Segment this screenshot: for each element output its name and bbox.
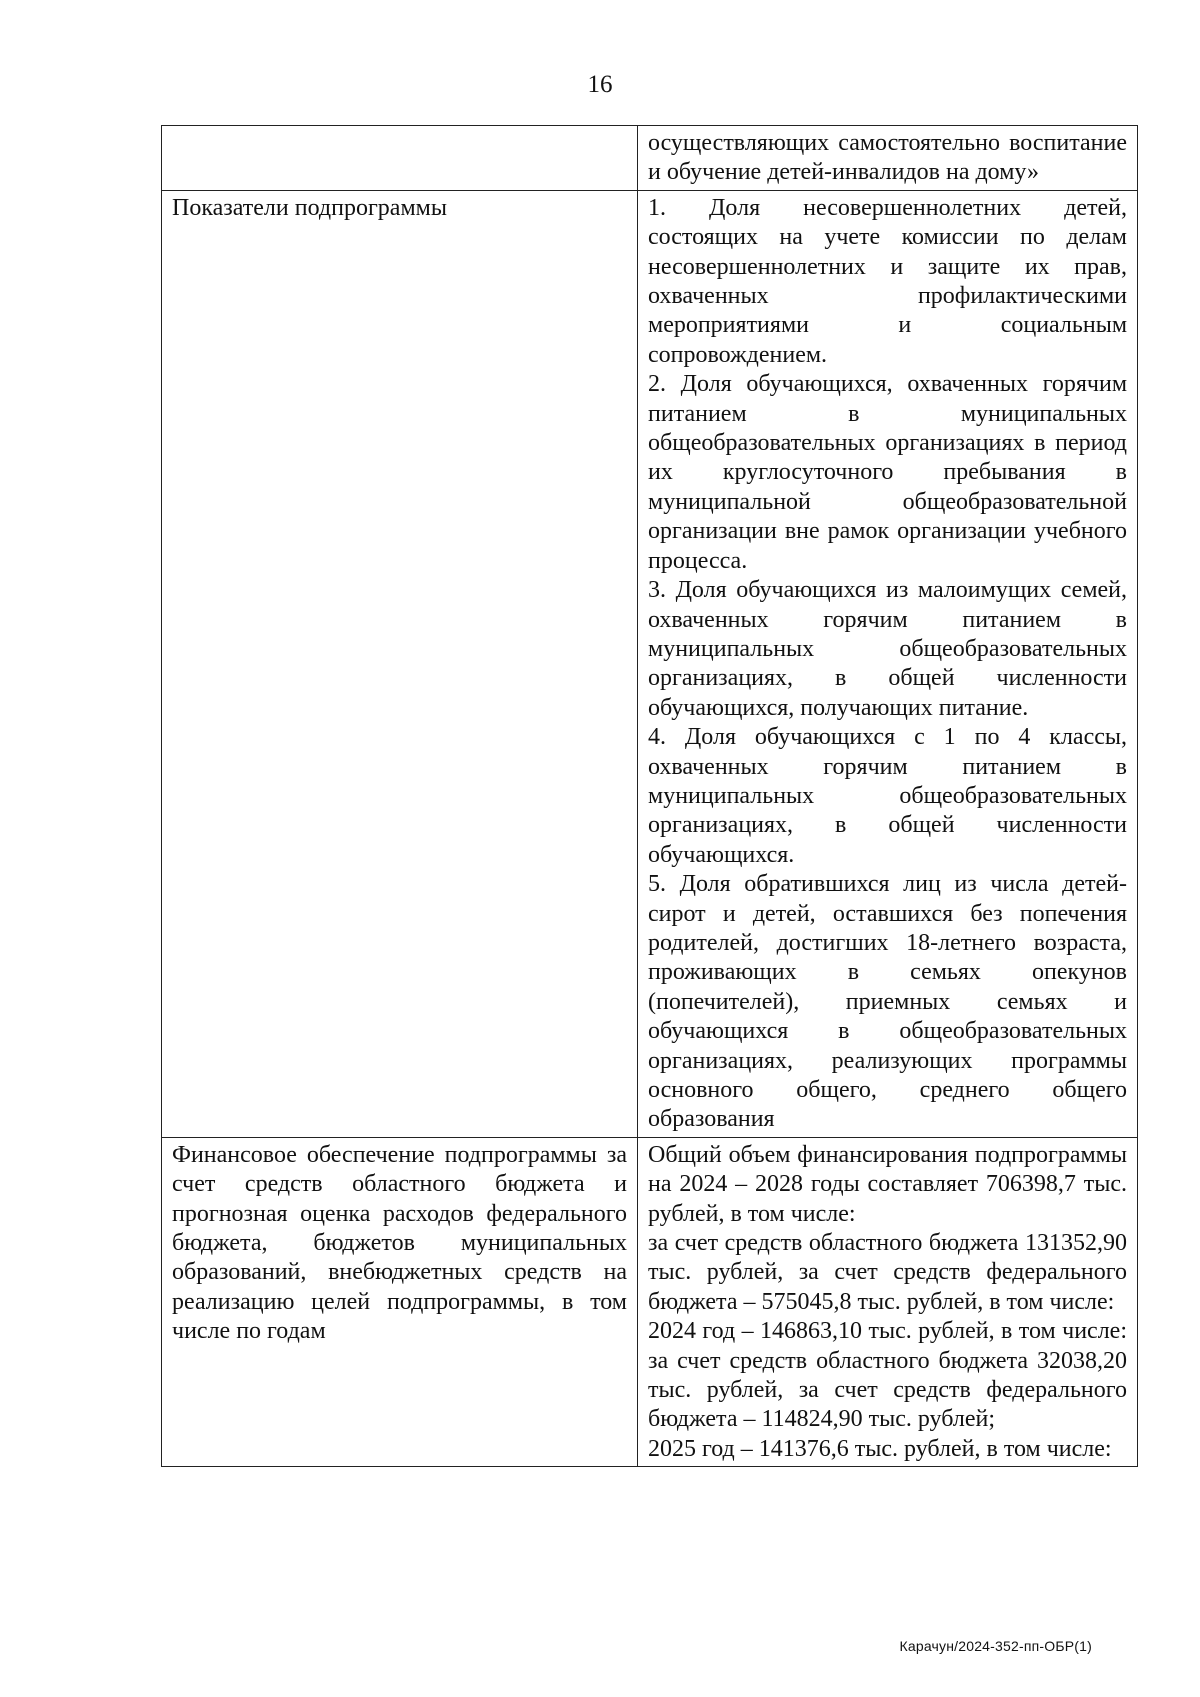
funding-total: Общий объем финансирования подпрограммы на 2024 – 2028 годы составляет 706398,7 тыс. рублей, в том числе:	[648, 1141, 1127, 1227]
row-value-cell	[638, 1137, 1138, 1466]
row-label: Показатели подпрограммы	[172, 194, 447, 221]
funding-2024: 2024 год – 146863,10 тыс. рублей, в том числе: за счет средств областного бюджета 32038,20 тыс. рублей, за счет средств федерального бюджета – 114824,90 тыс. рублей;	[648, 1318, 1127, 1433]
row-label-cell	[162, 1137, 638, 1466]
row-label: Финансовое обеспечение подпрограммы за счет средств областного бюджета и прогнозная оценка расходов федерального бюджета, бюджетов муниципальных образований, внебюджетных средств на реализацию целей подпрограммы, в том числе по годам	[172, 1141, 627, 1345]
row-label-cell	[162, 126, 638, 191]
indicator-3: 3. Доля обучающихся из малоимущих семей, охваченных горячим питанием в муниципальных общеобразовательных организациях, в общей численности обучающихся, получающих питание.	[648, 577, 1127, 721]
row-value-cell	[638, 126, 1138, 191]
indicator-1: 1. Доля несовершеннолетних детей, состоящих на учете комиссии по делам несовершеннолетних и защите их прав, охваченных профилактическими мероприятиями и социальным сопровождением.	[648, 194, 1127, 368]
row-value-paragraph: осуществляющих самостоятельно воспитание и обучение детей-инвалидов на дому»	[648, 130, 1127, 186]
table-row	[162, 190, 1138, 1137]
indicator-2: 2. Доля обучающихся, охваченных горячим питанием в муниципальных общеобразовательных организациях в период их круглосуточного пребывания в муниципальной общеобразовательной организации вне рамок организации учебного процесса.	[648, 371, 1127, 574]
table-row	[162, 126, 1138, 191]
funding-sources: за счет средств областного бюджета 131352,90 тыс. рублей, за счет средств федерального бюджета – 575045,8 тыс. рублей, в том числе:	[648, 1230, 1127, 1315]
row-label-cell	[162, 190, 638, 1137]
indicator-4: 4. Доля обучающихся с 1 по 4 классы, охваченных горячим питанием в муниципальных общеобразовательных организациях, в общей численности обучающихся.	[648, 724, 1127, 868]
passport-table	[161, 125, 1138, 1467]
indicator-5: 5. Доля обратившихся лиц из числа детей-сирот и детей, оставшихся без попечения родителей, достигших 18-летнего возраста, проживающих в семьях опекунов (попечителей), приемных семьях и обучающихся в общеобразовательных организациях, реализующих программы основного общего, среднего общего образования	[648, 871, 1127, 1133]
row-value-cell	[638, 190, 1138, 1137]
document-code: Карачун/2024-352-пп-ОБР(1)	[899, 1638, 1092, 1654]
funding-2025: 2025 год – 141376,6 тыс. рублей, в том числе:	[648, 1435, 1112, 1462]
page-number: 16	[587, 71, 613, 98]
table-row	[162, 1137, 1138, 1466]
